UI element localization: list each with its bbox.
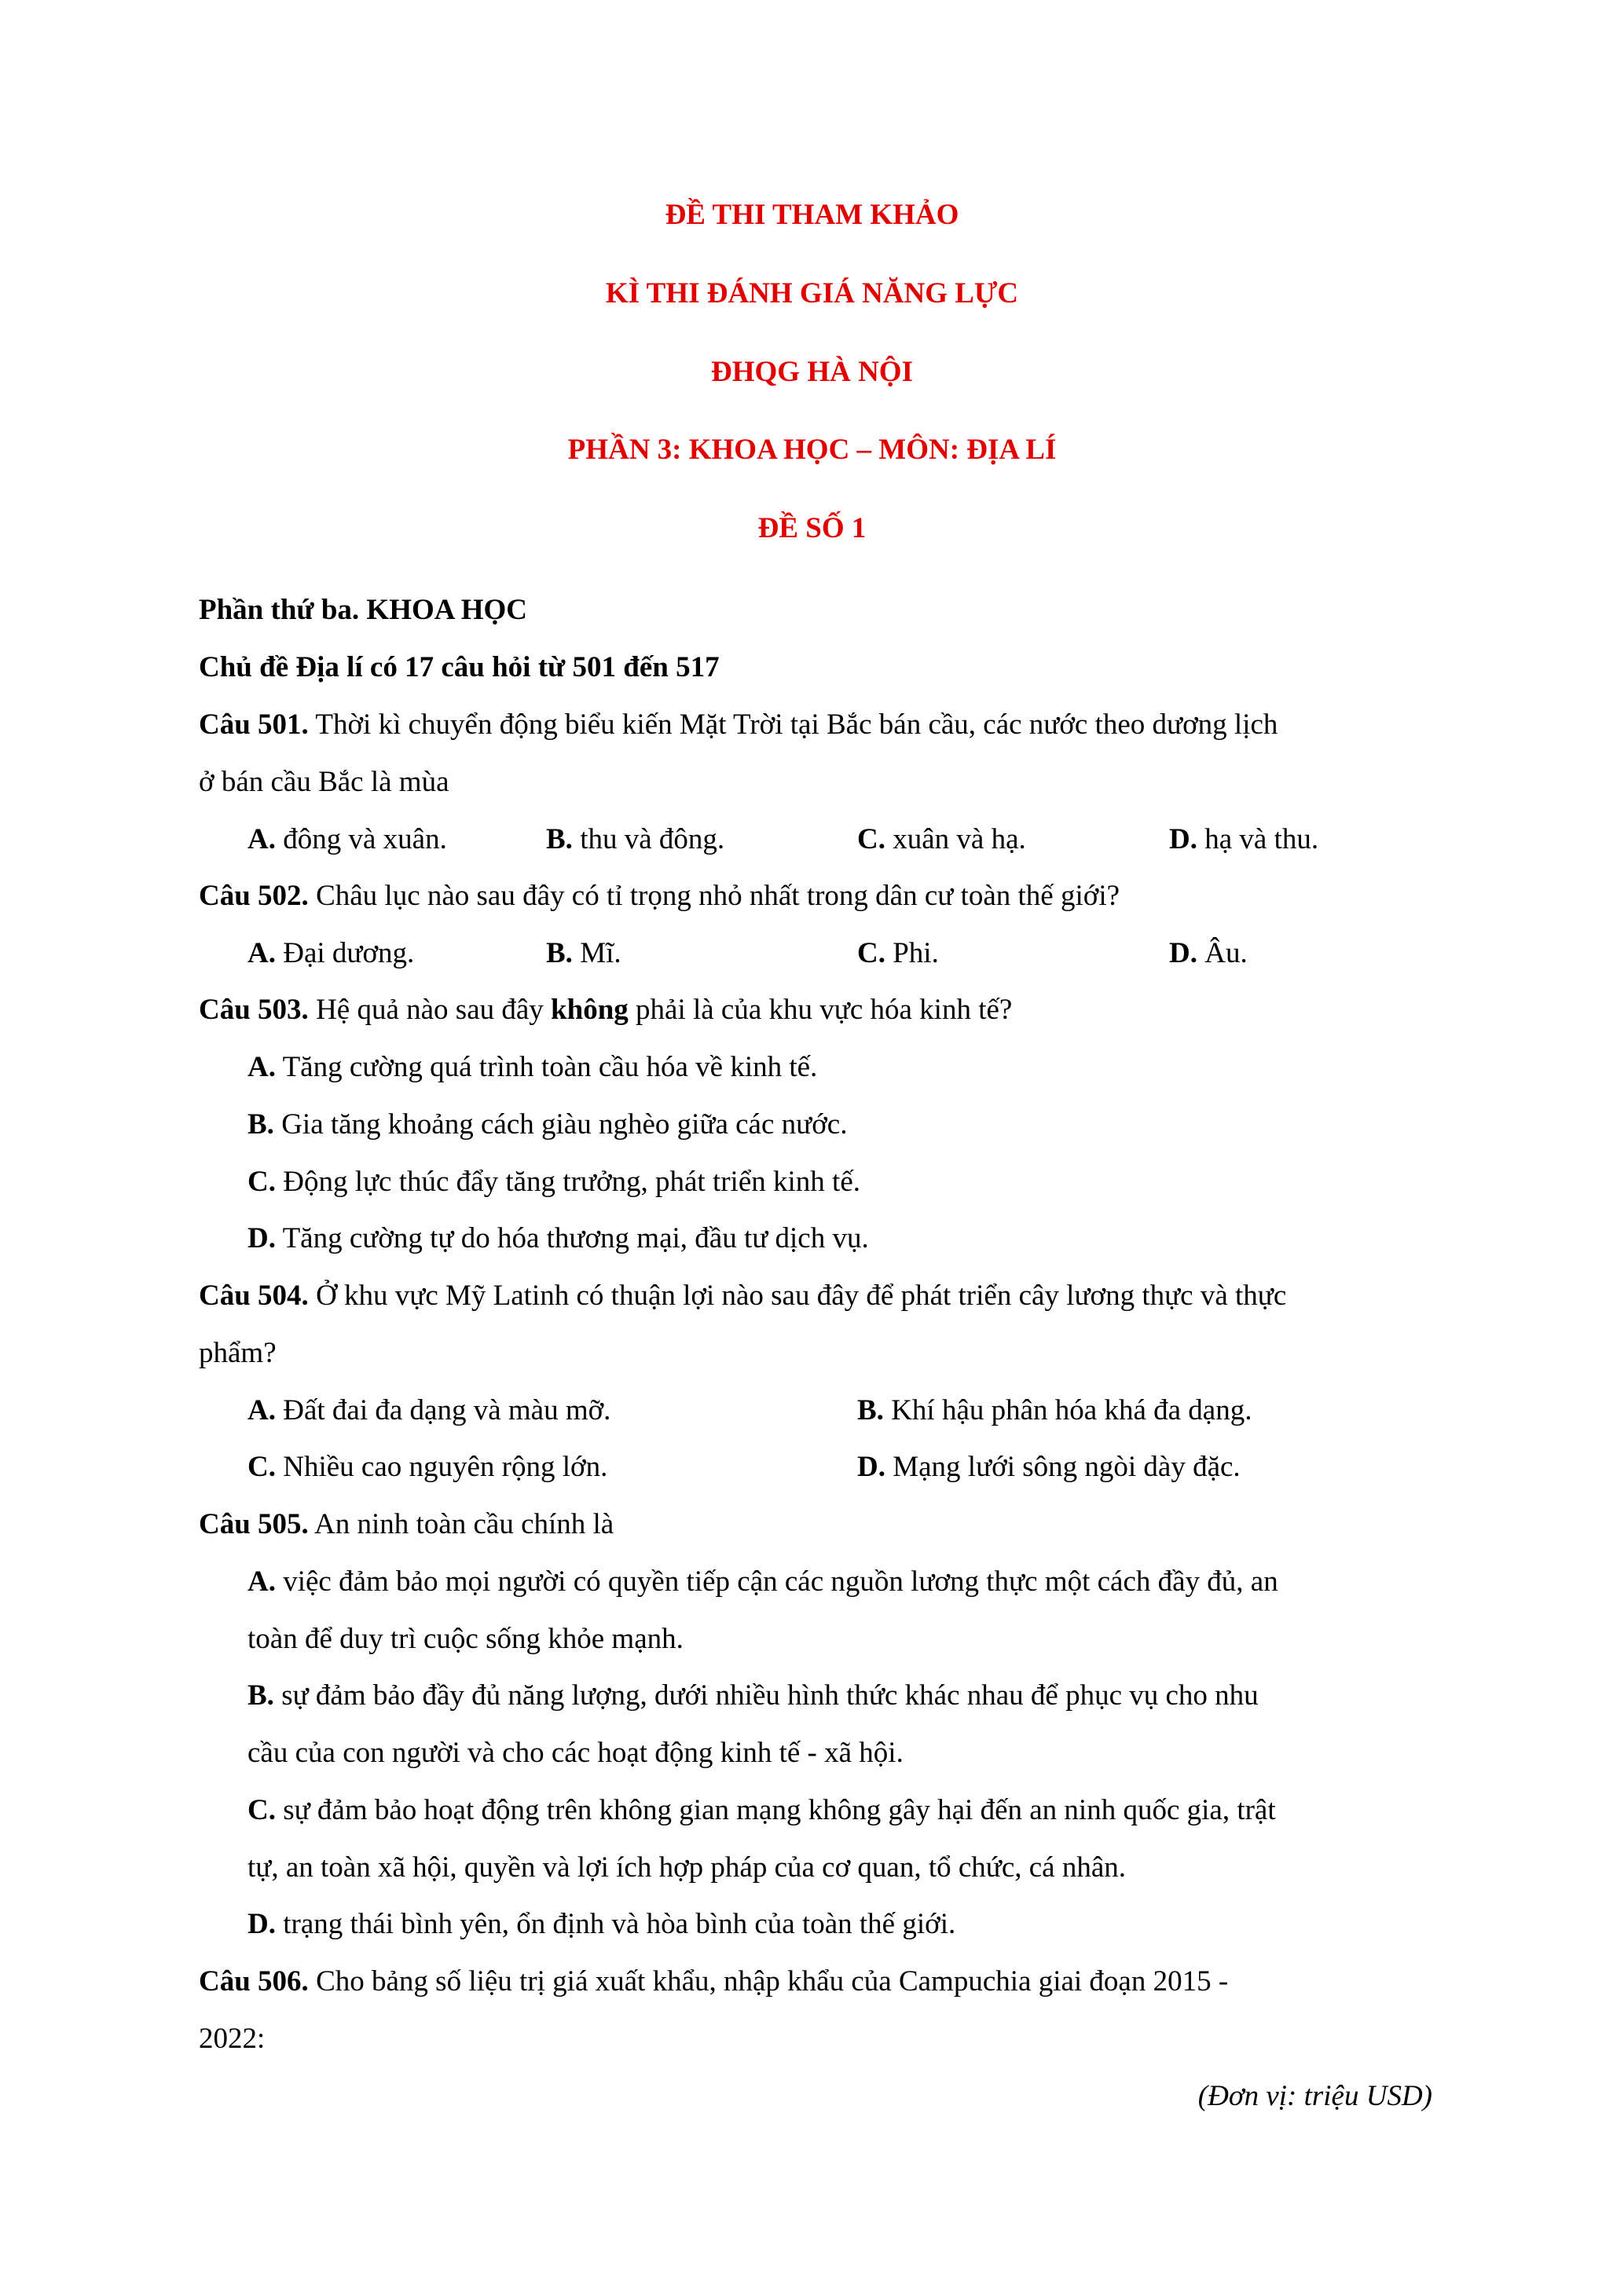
question-text: An ninh toàn cầu chính là <box>308 1508 614 1540</box>
question-text: Hệ quả nào sau đây <box>308 994 552 1026</box>
question-504 <box>199 1279 1432 1313</box>
question-emphasis: không <box>551 994 629 1026</box>
question-text: Cho bảng số liệu trị giá xuất khẩu, nhập khẩu của Campuchia giai đoạn 2015 - <box>308 1965 1229 1998</box>
option-c: C. Động lực thúc đẩy tăng trưởng, phát triển kinh tế. <box>247 1166 860 1198</box>
exam-number: ĐỀ SỐ 1 <box>757 512 867 544</box>
question-label: Câu 505. <box>199 1508 309 1540</box>
option-a: A. Đại dương. <box>247 937 415 969</box>
question-503 <box>199 993 1432 1027</box>
question-label: Câu 504. <box>199 1280 309 1312</box>
option-a: A. Tăng cường quá trình toàn cầu hóa về kinh tế. <box>247 1051 818 1083</box>
option-c: C. xuân và hạ. <box>857 823 1026 855</box>
question-label: Câu 506. <box>199 1965 309 1998</box>
option-d: D. Âu. <box>1169 937 1248 969</box>
question-label: Câu 502. <box>199 880 309 912</box>
question-label: Câu 503. <box>199 994 309 1026</box>
option-d: D. Tăng cường tự do hóa thương mại, đầu tư dịch vụ. <box>247 1222 869 1254</box>
table-unit-note: (Đơn vị: triệu USD) <box>1197 2080 1432 2112</box>
option-d: D. trạng thái bình yên, ổn định và hòa bình của toàn thế giới. <box>247 1908 956 1940</box>
question-text: Ở khu vực Mỹ Latinh có thuận lợi nào sau đây để phát triển cây lương thực và thực <box>308 1280 1287 1312</box>
exam-section-heading: PHẦN 3: KHOA HỌC – MÔN: ĐỊA LÍ <box>567 434 1057 466</box>
option-d: D. Mạng lưới sông ngòi dày đặc. <box>857 1451 1241 1483</box>
exam-title: ĐỀ THI THAM KHẢO <box>665 199 959 231</box>
question-502 <box>199 879 1432 914</box>
section-title: Phần thứ ba. KHOA HỌC <box>199 594 527 626</box>
option-c: C. Phi. <box>857 937 939 969</box>
topic-title: Chủ đề Địa lí có 17 câu hỏi từ 501 đến 517 <box>199 651 720 683</box>
option-a: A. đông và xuân. <box>247 823 447 855</box>
option-a: A. Đất đai đa dạng và màu mỡ. <box>247 1394 611 1426</box>
exam-organization: ĐHQG HÀ NỘI <box>711 356 913 388</box>
option-c: C. sự đảm bảo hoạt động trên không gian mạng không gây hại đến an ninh quốc gia, trật <box>247 1794 1276 1826</box>
option-b: B. Khí hậu phân hóa khá đa dạng. <box>857 1394 1252 1426</box>
question-505 <box>199 1507 1432 1542</box>
question-label: Câu 501. <box>199 709 309 741</box>
question-506-continued: 2022: <box>199 2023 266 2055</box>
question-501-continued: ở bán cầu Bắc là mùa <box>199 766 449 798</box>
option-b: B. Mĩ. <box>546 937 621 969</box>
question-501 <box>199 708 1432 742</box>
option-b: B. Gia tăng khoảng cách giàu nghèo giữa các nước. <box>247 1108 848 1141</box>
option-d: D. hạ và thu. <box>1169 823 1319 855</box>
exam-subtitle: KÌ THI ĐÁNH GIÁ NĂNG LỰC <box>605 277 1019 309</box>
question-text: Thời kì chuyển động biểu kiến Mặt Trời tại Bắc bán cầu, các nước theo dương lịch <box>308 709 1278 741</box>
option-b: B. thu và đông. <box>546 823 725 855</box>
option-a: A. việc đảm bảo mọi người có quyền tiếp cận các nguồn lương thực một cách đầy đủ, an <box>247 1565 1278 1598</box>
option-c: C. Nhiều cao nguyên rộng lớn. <box>247 1451 608 1483</box>
option-c-continued: tự, an toàn xã hội, quyền và lợi ích hợp pháp của cơ quan, tổ chức, cá nhân. <box>247 1851 1127 1884</box>
question-text: Châu lục nào sau đây có tỉ trọng nhỏ nhất trong dân cư toàn thế giới? <box>308 880 1120 912</box>
option-b: B. sự đảm bảo đầy đủ năng lượng, dưới nhiều hình thức khác nhau để phục vụ cho nhu <box>247 1679 1259 1712</box>
option-a-continued: toàn để duy trì cuộc sống khỏe mạnh. <box>247 1623 684 1655</box>
question-text-end: phải là của khu vực hóa kinh tế? <box>628 994 1013 1026</box>
option-b-continued: cầu của con người và cho các hoạt động kinh tế - xã hội. <box>247 1737 904 1769</box>
question-506 <box>199 1965 1432 1999</box>
question-504-continued: phẩm? <box>199 1337 277 1369</box>
